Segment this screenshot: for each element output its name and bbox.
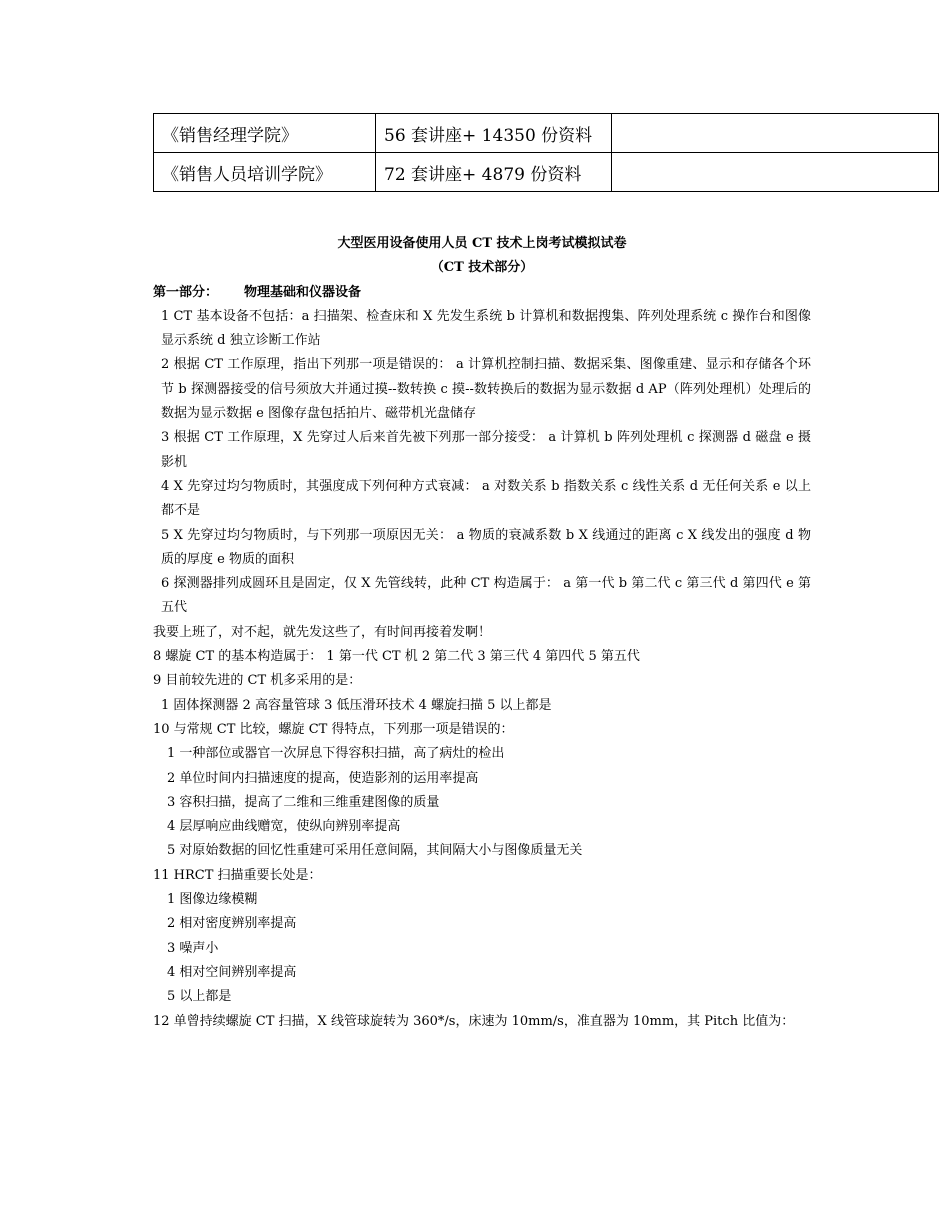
exam-title: 大型医用设备使用人员 CT 技术上岗考试模拟试卷 [337,236,627,251]
table-cell-name: 《销售人员培训学院》 [154,153,376,192]
question-3: 3 根据 CT 工作原理，X 先穿过人后来首先被下列那一部分接受： a 计算机 b 阵列处理机 c 探测器 d 磁盘 e 摄影机 [161,430,811,470]
question-1: 1 CT 基本设备不包括：a 扫描架、检查床和 X 先发生系统 b 计算机和数据搜集、阵列处理系统 c 操作台和图像显示系统 d 独立诊断工作站 [161,308,811,349]
question-11: 11 HRCT 扫描重要长处是： [153,867,322,883]
table-row [154,153,939,192]
section-title: 物理基础和仪器设备 [244,284,362,300]
question-12: 12 单曾持续螺旋 CT 扫描，X 线管球旋转为 360*/s，床速为 10mm/s，准直器为 10mm，其 Pitch 比值为： [153,1013,795,1029]
option: 1 一种部位或器官一次屏息下得容积扫描，高了病灶的检出 [167,746,505,762]
table-cell-detail: 56 套讲座+ 14350 份资料 [376,114,612,153]
question-10: 10 与常规 CT 比较，螺旋 CT 得特点，下列那一项是错误的： [153,721,514,737]
question-9-options: 1 固体探测器 2 高容量管球 3 低压滑环技术 4 螺旋扫描 5 以上都是 [161,697,552,713]
section-heading [153,281,811,305]
table-cell-extra [612,114,939,153]
question-2: 2 根据 CT 工作原理，指出下列那一项是错误的： a 计算机控制扫描、数据采集、图像重建、显示和存储各个环节 b 探测器接受的信号须放大并通过摸--数转换 c 摸--数转换后的数据为显示数据 d AP（阵列处理机）处理后的数据为显示数据 e 图像存盘包括拍片、磁带机光盘储存 [161,357,811,422]
exam-content [153,232,811,1034]
option: 4 层厚响应曲线赠宽，使纵向辨别率提高 [167,819,401,835]
option: 5 以上都是 [167,989,232,1005]
option: 2 单位时间内扫描速度的提高，使造影剂的运用率提高 [167,770,479,786]
option: 1 图像边缘模糊 [167,892,258,908]
option: 4 相对空间辨别率提高 [167,964,297,980]
option: 3 容积扫描，提高了二维和三维重建图像的质量 [167,794,440,810]
exam-subtitle: （CT 技术部分） [430,260,534,276]
option: 2 相对密度辨别率提高 [167,916,297,932]
option: 5 对原始数据的回忆性重建可采用任意间隔，其间隔大小与图像质量无关 [167,843,583,859]
table-cell-name: 《销售经理学院》 [154,114,376,153]
section-label: 第一部分： [153,284,219,300]
table-cell-extra [612,153,939,192]
question-6: 6 探测器排列成圆环且是固定，仅 X 先管线转，此种 CT 构造属于： a 第一代 b 第二代 c 第三代 d 第四代 e 第五代 [161,576,811,616]
resource-table [153,113,939,192]
author-note: 我要上班了，对不起，就先发这些了，有时间再接着发啊！ [153,624,492,640]
question-9: 9 目前较先进的 CT 机多采用的是： [153,673,362,689]
question-4: 4 X 先穿过均匀物质时，其强度成下列何种方式衰减： a 对数关系 b 指数关系 c 线性关系 d 无任何关系 e 以上都不是 [161,478,811,519]
option: 3 噪声小 [167,940,219,956]
question-5: 5 X 先穿过均匀物质时，与下列那一项原因无关： a 物质的衰减系数 b X 线通过的距离 c X 线发出的强度 d 物质的厚度 e 物质的面积 [161,527,811,567]
question-8: 8 螺旋 CT 的基本构造属于： 1 第一代 CT 机 2 第二代 3 第三代 4 第四代 5 第五代 [153,649,640,665]
table-cell-detail: 72 套讲座+ 4879 份资料 [376,153,612,192]
table-row [154,114,939,153]
